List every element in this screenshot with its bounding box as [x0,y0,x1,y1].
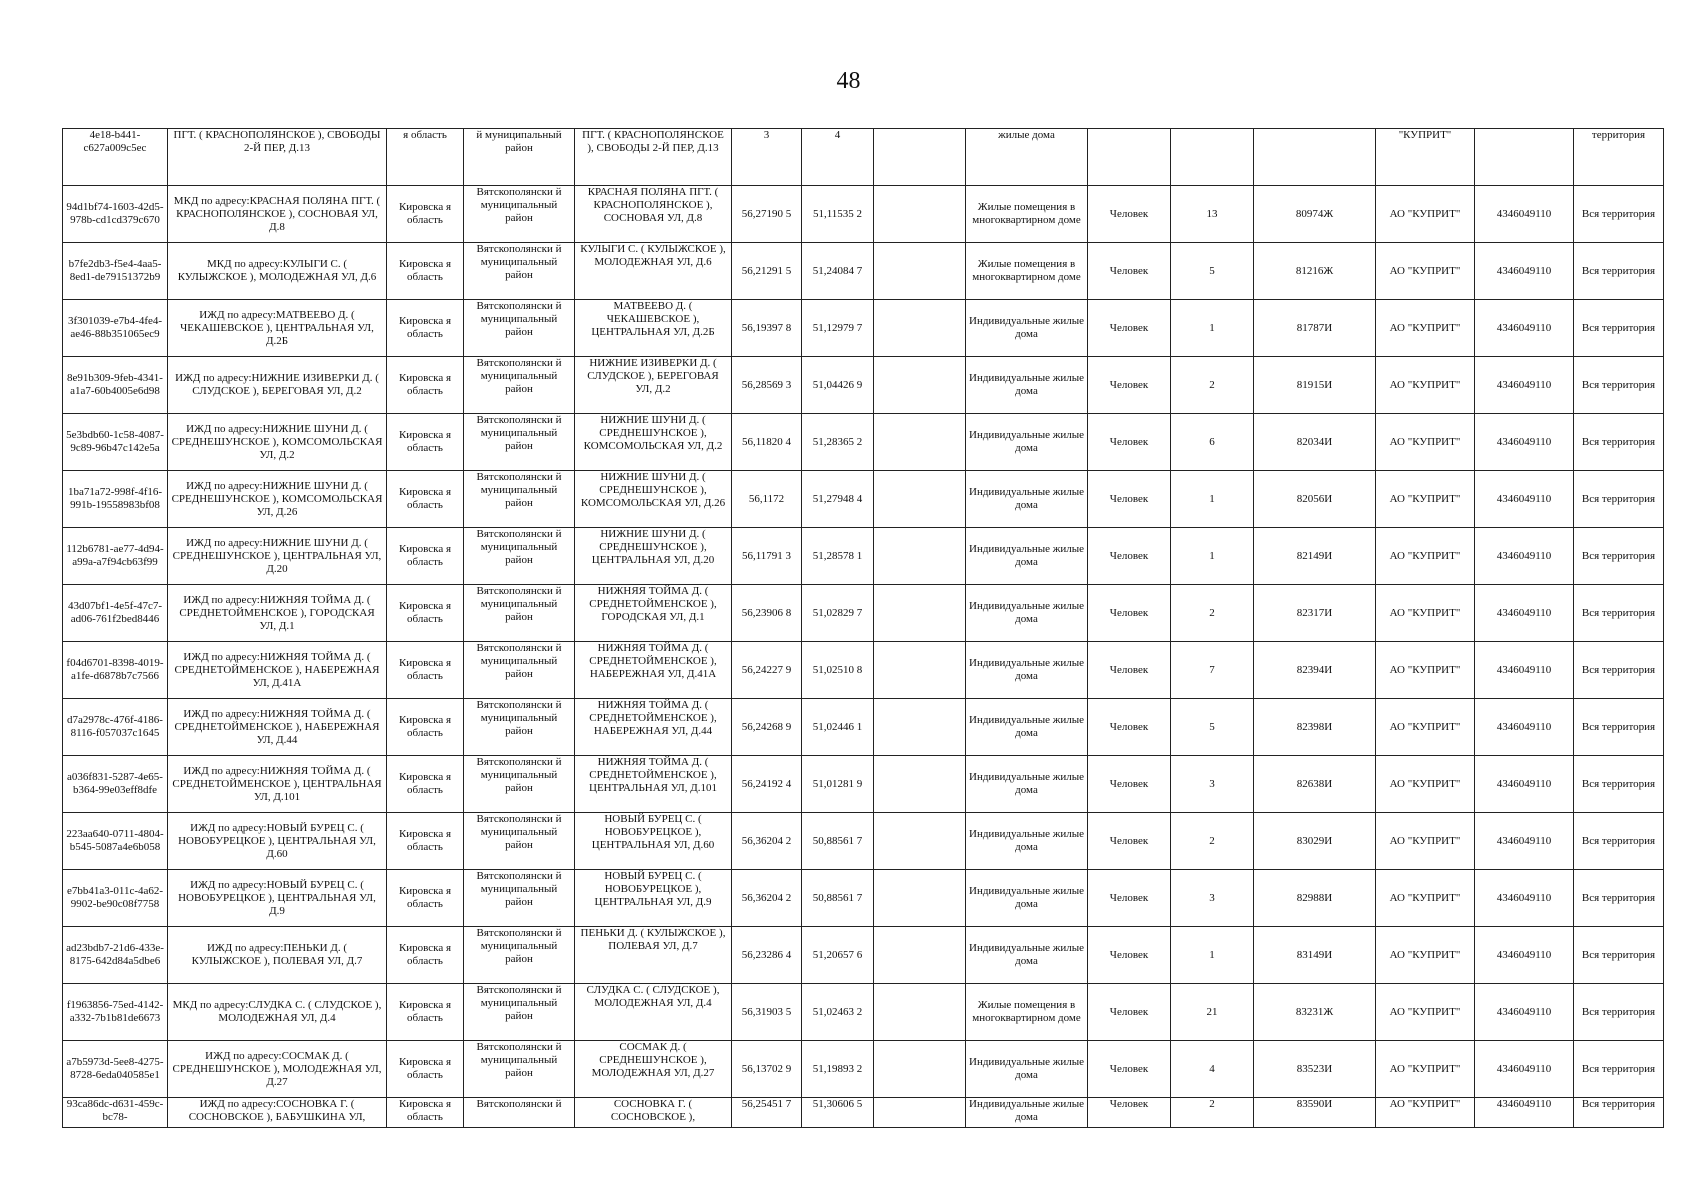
cell-unit: Человек [1088,984,1171,1041]
cell-id: 8e91b309-9feb-4341-a1a7-60b4005e6d98 [63,357,168,414]
cell-code: 82034И [1254,414,1376,471]
cell-district: Вятскополянски й муниципальный район [464,813,575,870]
cell-lat: 56,23906 8 [732,585,802,642]
cell-id: 5e3bdb60-1c58-4087-9c89-96b47c142e5a [63,414,168,471]
cell-id: ad23bdb7-21d6-433e-8175-642d84a5dbe6 [63,927,168,984]
cell-object-type: жилые дома [966,129,1088,186]
cell-code: 82988И [1254,870,1376,927]
table-row [63,300,1664,357]
cell-address: НИЖНЯЯ ТОЙМА Д. ( СРЕДНЕТОЙМЕНСКОЕ ), ЦЕНТРАЛЬНАЯ УЛ, Д.101 [575,756,732,813]
cell-object-type: Индивидуальные жилые дома [966,414,1088,471]
cell-address: МАТВЕЕВО Д. ( ЧЕКАШЕВСКОЕ ), ЦЕНТРАЛЬНАЯ УЛ, Д.2Б [575,300,732,357]
cell-name: ИЖД по адресу:НИЖНИЕ ИЗИВЕРКИ Д. ( СЛУДСКОЕ ), БЕРЕГОВАЯ УЛ, Д.2 [168,357,387,414]
cell-region: Кировска я область [387,585,464,642]
cell-object-type: Индивидуальные жилые дома [966,528,1088,585]
cell-qty: 1 [1171,528,1254,585]
cell-lon: 51,02829 7 [802,585,874,642]
cell-inn: 4346049110 [1475,414,1574,471]
cell-district: Вятскополянски й муниципальный район [464,186,575,243]
cell-lon: 51,02510 8 [802,642,874,699]
cell-lon: 51,28365 2 [802,414,874,471]
cell-empty1 [874,984,966,1041]
cell-lon: 51,24084 7 [802,243,874,300]
cell-org: АО "КУПРИТ" [1376,414,1475,471]
cell-lon: 51,12979 7 [802,300,874,357]
cell-district: Вятскополянски й муниципальный район [464,699,575,756]
cell-territory: Вся территория [1574,300,1664,357]
cell-name: ИЖД по адресу:НИЖНЯЯ ТОЙМА Д. ( СРЕДНЕТОЙМЕНСКОЕ ), ГОРОДСКАЯ УЛ, Д.1 [168,585,387,642]
cell-empty1 [874,528,966,585]
cell-qty: 3 [1171,756,1254,813]
cell-empty1 [874,870,966,927]
cell-lat: 56,23286 4 [732,927,802,984]
table-row [63,1098,1664,1128]
cell-inn: 4346049110 [1475,927,1574,984]
cell-unit: Человек [1088,813,1171,870]
cell-lat: 56,36204 2 [732,813,802,870]
cell-district: Вятскополянски й муниципальный район [464,471,575,528]
cell-territory: Вся территория [1574,585,1664,642]
cell-empty1 [874,585,966,642]
cell-unit: Человек [1088,471,1171,528]
cell-unit: Человек [1088,300,1171,357]
cell-territory: Вся территория [1574,471,1664,528]
cell-empty1 [874,927,966,984]
cell-empty1 [874,756,966,813]
cell-empty1 [874,243,966,300]
table-row [63,699,1664,756]
cell-region: Кировска я область [387,471,464,528]
cell-region: Кировска я область [387,642,464,699]
cell-org: АО "КУПРИТ" [1376,813,1475,870]
cell-address: НИЖНИЕ ИЗИВЕРКИ Д. ( СЛУДСКОЕ ), БЕРЕГОВАЯ УЛ, Д.2 [575,357,732,414]
table-row [63,414,1664,471]
cell-address: НИЖНИЕ ШУНИ Д. ( СРЕДНЕШУНСКОЕ ), ЦЕНТРАЛЬНАЯ УЛ, Д.20 [575,528,732,585]
cell-id: f04d6701-8398-4019-a1fe-d6878b7c7566 [63,642,168,699]
cell-code: 82317И [1254,585,1376,642]
cell-org: АО "КУПРИТ" [1376,357,1475,414]
cell-inn: 4346049110 [1475,870,1574,927]
cell-lon: 51,27948 4 [802,471,874,528]
cell-qty: 3 [1171,870,1254,927]
cell-empty1 [874,471,966,528]
table-row [63,642,1664,699]
cell-lon: 51,04426 9 [802,357,874,414]
table-row [63,129,1664,186]
table-row [63,471,1664,528]
cell-lat: 56,28569 3 [732,357,802,414]
cell-unit: Человек [1088,756,1171,813]
cell-name: ИЖД по адресу:ПЕНЬКИ Д. ( КУЛЫЖСКОЕ ), ПОЛЕВАЯ УЛ, Д.7 [168,927,387,984]
cell-code: 83523И [1254,1041,1376,1098]
cell-district: Вятскополянски й муниципальный район [464,300,575,357]
cell-empty1 [874,129,966,186]
cell-org: АО "КУПРИТ" [1376,243,1475,300]
cell-unit: Человек [1088,186,1171,243]
cell-unit: Человек [1088,870,1171,927]
cell-lon: 50,88561 7 [802,813,874,870]
cell-district: Вятскополянски й муниципальный район [464,357,575,414]
cell-qty: 2 [1171,1098,1254,1128]
cell-territory: Вся территория [1574,1098,1664,1128]
cell-lat: 56,27190 5 [732,186,802,243]
cell-district: Вятскополянски й муниципальный район [464,414,575,471]
cell-region: Кировска я область [387,813,464,870]
cell-inn: 4346049110 [1475,243,1574,300]
cell-qty: 1 [1171,927,1254,984]
cell-object-type: Индивидуальные жилые дома [966,471,1088,528]
cell-code: 83590И [1254,1098,1376,1128]
cell-code: 82398И [1254,699,1376,756]
cell-object-type: Индивидуальные жилые дома [966,756,1088,813]
cell-inn: 4346049110 [1475,699,1574,756]
cell-unit: Человек [1088,1041,1171,1098]
cell-inn: 4346049110 [1475,756,1574,813]
cell-address: СОСНОВКА Г. ( СОСНОВСКОЕ ), [575,1098,732,1128]
cell-district: й муниципальный район [464,129,575,186]
cell-qty: 7 [1171,642,1254,699]
cell-region: Кировска я область [387,528,464,585]
cell-inn: 4346049110 [1475,528,1574,585]
cell-territory: Вся территория [1574,186,1664,243]
cell-empty1 [874,1041,966,1098]
cell-region: Кировска я область [387,357,464,414]
cell-district: Вятскополянски й муниципальный район [464,756,575,813]
cell-lat: 56,24268 9 [732,699,802,756]
cell-region: Кировска я область [387,699,464,756]
cell-qty: 5 [1171,243,1254,300]
cell-name: МКД по адресу:КРАСНАЯ ПОЛЯНА ПГТ. ( КРАСНОПОЛЯНСКОЕ ), СОСНОВАЯ УЛ, Д.8 [168,186,387,243]
cell-code: 82149И [1254,528,1376,585]
cell-org: АО "КУПРИТ" [1376,756,1475,813]
cell-id: 93ca86dc-d631-459c-bc78- [63,1098,168,1128]
cell-inn: 4346049110 [1475,642,1574,699]
cell-territory: Вся территория [1574,642,1664,699]
cell-code: 81216Ж [1254,243,1376,300]
cell-lon: 51,02463 2 [802,984,874,1041]
cell-org: АО "КУПРИТ" [1376,300,1475,357]
cell-district: Вятскополянски й муниципальный район [464,870,575,927]
cell-object-type: Индивидуальные жилые дома [966,585,1088,642]
cell-address: СЛУДКА С. ( СЛУДСКОЕ ), МОЛОДЕЖНАЯ УЛ, Д.4 [575,984,732,1041]
cell-empty1 [874,813,966,870]
cell-org: "КУПРИТ" [1376,129,1475,186]
cell-id: f1963856-75ed-4142-a332-7b1b81de6673 [63,984,168,1041]
cell-region: Кировска я область [387,1041,464,1098]
cell-name: МКД по адресу:СЛУДКА С. ( СЛУДСКОЕ ), МОЛОДЕЖНАЯ УЛ, Д.4 [168,984,387,1041]
cell-territory: Вся территория [1574,927,1664,984]
cell-empty1 [874,186,966,243]
cell-name: ИЖД по адресу:НИЖНИЕ ШУНИ Д. ( СРЕДНЕШУНСКОЕ ), КОМСОМОЛЬСКАЯ УЛ, Д.2 [168,414,387,471]
cell-lon: 51,30606 5 [802,1098,874,1128]
cell-inn: 4346049110 [1475,1098,1574,1128]
cell-inn: 4346049110 [1475,984,1574,1041]
cell-lat: 56,21291 5 [732,243,802,300]
cell-region: Кировска я область [387,927,464,984]
cell-territory: территория [1574,129,1664,186]
cell-name: ИЖД по адресу:НИЖНЯЯ ТОЙМА Д. ( СРЕДНЕТОЙМЕНСКОЕ ), НАБЕРЕЖНАЯ УЛ, Д.41А [168,642,387,699]
cell-lat: 56,24227 9 [732,642,802,699]
cell-inn: 4346049110 [1475,813,1574,870]
cell-object-type: Индивидуальные жилые дома [966,642,1088,699]
cell-territory: Вся территория [1574,243,1664,300]
cell-empty1 [874,699,966,756]
cell-lat: 56,13702 9 [732,1041,802,1098]
cell-lon: 51,28578 1 [802,528,874,585]
cell-address: НИЖНЯЯ ТОЙМА Д. ( СРЕДНЕТОЙМЕНСКОЕ ), НАБЕРЕЖНАЯ УЛ, Д.41А [575,642,732,699]
cell-unit [1088,129,1171,186]
cell-unit: Человек [1088,699,1171,756]
cell-org: АО "КУПРИТ" [1376,585,1475,642]
cell-org: АО "КУПРИТ" [1376,528,1475,585]
table-row [63,756,1664,813]
cell-address: НИЖНЯЯ ТОЙМА Д. ( СРЕДНЕТОЙМЕНСКОЕ ), НАБЕРЕЖНАЯ УЛ, Д.44 [575,699,732,756]
cell-inn [1475,129,1574,186]
cell-org: АО "КУПРИТ" [1376,186,1475,243]
cell-unit: Человек [1088,585,1171,642]
cell-code: 83149И [1254,927,1376,984]
cell-name: ИЖД по адресу:СОСМАК Д. ( СРЕДНЕШУНСКОЕ ), МОЛОДЕЖНАЯ УЛ, Д.27 [168,1041,387,1098]
cell-object-type: Индивидуальные жилые дома [966,870,1088,927]
cell-lon: 51,20657 6 [802,927,874,984]
cell-district: Вятскополянски й [464,1098,575,1128]
table-row [63,1041,1664,1098]
cell-name: ИЖД по адресу:НИЖНЯЯ ТОЙМА Д. ( СРЕДНЕТОЙМЕНСКОЕ ), НАБЕРЕЖНАЯ УЛ, Д.44 [168,699,387,756]
cell-object-type: Жилые помещения в многоквартирном доме [966,243,1088,300]
cell-lat: 56,31903 5 [732,984,802,1041]
cell-name: ИЖД по адресу:СОСНОВКА Г. ( СОСНОВСКОЕ ), БАБУШКИНА УЛ, [168,1098,387,1128]
cell-lon: 50,88561 7 [802,870,874,927]
cell-unit: Человек [1088,642,1171,699]
cell-territory: Вся территория [1574,699,1664,756]
table-body [63,129,1664,1128]
cell-object-type: Жилые помещения в многоквартирном доме [966,984,1088,1041]
cell-id: a7b5973d-5ee8-4275-8728-6eda040585e1 [63,1041,168,1098]
cell-object-type: Индивидуальные жилые дома [966,1098,1088,1128]
cell-lat: 56,11791 3 [732,528,802,585]
cell-id: a036f831-5287-4e65-b364-99e03eff8dfe [63,756,168,813]
cell-id: 43d07bf1-4e5f-47c7-ad06-761f2bed8446 [63,585,168,642]
cell-id: 4e18-b441-c627a009c5ec [63,129,168,186]
table-row [63,813,1664,870]
table-row [63,528,1664,585]
cell-code: 82056И [1254,471,1376,528]
cell-object-type: Индивидуальные жилые дома [966,1041,1088,1098]
table-row [63,585,1664,642]
cell-code: 83231Ж [1254,984,1376,1041]
cell-lat: 3 [732,129,802,186]
cell-empty1 [874,300,966,357]
cell-org: АО "КУПРИТ" [1376,1098,1475,1128]
cell-empty1 [874,357,966,414]
cell-address: НИЖНИЕ ШУНИ Д. ( СРЕДНЕШУНСКОЕ ), КОМСОМОЛЬСКАЯ УЛ, Д.2 [575,414,732,471]
cell-qty: 1 [1171,471,1254,528]
cell-id: e7bb41a3-011c-4a62-9902-be90c08f7758 [63,870,168,927]
cell-address: ПЕНЬКИ Д. ( КУЛЫЖСКОЕ ), ПОЛЕВАЯ УЛ, Д.7 [575,927,732,984]
cell-region: Кировска я область [387,186,464,243]
cell-district: Вятскополянски й муниципальный район [464,927,575,984]
cell-id: b7fe2db3-f5e4-4aa5-8ed1-de79151372b9 [63,243,168,300]
cell-inn: 4346049110 [1475,471,1574,528]
cell-district: Вятскополянски й муниципальный район [464,984,575,1041]
cell-org: АО "КУПРИТ" [1376,927,1475,984]
cell-unit: Человек [1088,1098,1171,1128]
cell-empty1 [874,642,966,699]
cell-address: НОВЫЙ БУРЕЦ С. ( НОВОБУРЕЦКОЕ ), ЦЕНТРАЛЬНАЯ УЛ, Д.60 [575,813,732,870]
cell-region: Кировска я область [387,1098,464,1128]
page-number: 48 [836,68,861,94]
cell-qty: 2 [1171,813,1254,870]
cell-address: НИЖНЯЯ ТОЙМА Д. ( СРЕДНЕТОЙМЕНСКОЕ ), ГОРОДСКАЯ УЛ, Д.1 [575,585,732,642]
table-row [63,357,1664,414]
cell-qty: 13 [1171,186,1254,243]
cell-object-type: Индивидуальные жилые дома [966,300,1088,357]
cell-name: ИЖД по адресу:НИЖНЯЯ ТОЙМА Д. ( СРЕДНЕТОЙМЕНСКОЕ ), ЦЕНТРАЛЬНАЯ УЛ, Д.101 [168,756,387,813]
cell-org: АО "КУПРИТ" [1376,471,1475,528]
cell-lat: 56,1172 [732,471,802,528]
cell-region: Кировска я область [387,756,464,813]
cell-org: АО "КУПРИТ" [1376,870,1475,927]
cell-qty: 2 [1171,585,1254,642]
cell-code: 83029И [1254,813,1376,870]
cell-id: 223aa640-0711-4804-b545-5087a4e6b058 [63,813,168,870]
cell-unit: Человек [1088,927,1171,984]
cell-id: d7a2978c-476f-4186-8116-f057037c1645 [63,699,168,756]
cell-inn: 4346049110 [1475,357,1574,414]
cell-code: 82394И [1254,642,1376,699]
cell-inn: 4346049110 [1475,186,1574,243]
cell-name: ИЖД по адресу:НОВЫЙ БУРЕЦ С. ( НОВОБУРЕЦКОЕ ), ЦЕНТРАЛЬНАЯ УЛ, Д.9 [168,870,387,927]
table-row [63,927,1664,984]
registry-table [62,128,1664,1128]
cell-address: НИЖНИЕ ШУНИ Д. ( СРЕДНЕШУНСКОЕ ), КОМСОМОЛЬСКАЯ УЛ, Д.26 [575,471,732,528]
cell-qty: 6 [1171,414,1254,471]
cell-code: 81787И [1254,300,1376,357]
cell-district: Вятскополянски й муниципальный район [464,528,575,585]
cell-unit: Человек [1088,414,1171,471]
cell-qty: 4 [1171,1041,1254,1098]
table-row [63,243,1664,300]
cell-object-type: Индивидуальные жилые дома [966,357,1088,414]
cell-district: Вятскополянски й муниципальный район [464,642,575,699]
cell-unit: Человек [1088,357,1171,414]
cell-org: АО "КУПРИТ" [1376,1041,1475,1098]
cell-object-type: Индивидуальные жилые дома [966,927,1088,984]
cell-qty: 1 [1171,300,1254,357]
cell-empty1 [874,1098,966,1128]
cell-lat: 56,25451 7 [732,1098,802,1128]
cell-object-type: Индивидуальные жилые дома [966,699,1088,756]
cell-lon: 51,19893 2 [802,1041,874,1098]
cell-territory: Вся территория [1574,357,1664,414]
cell-code: 82638И [1254,756,1376,813]
cell-name: ПГТ. ( КРАСНОПОЛЯНСКОЕ ), СВОБОДЫ 2-Й ПЕР, Д.13 [168,129,387,186]
cell-address: КРАСНАЯ ПОЛЯНА ПГТ. ( КРАСНОПОЛЯНСКОЕ ), СОСНОВАЯ УЛ, Д.8 [575,186,732,243]
cell-object-type: Индивидуальные жилые дома [966,813,1088,870]
cell-name: ИЖД по адресу:МАТВЕЕВО Д. ( ЧЕКАШЕВСКОЕ ), ЦЕНТРАЛЬНАЯ УЛ, Д.2Б [168,300,387,357]
cell-region: Кировска я область [387,984,464,1041]
table-row [63,870,1664,927]
cell-unit: Человек [1088,243,1171,300]
cell-territory: Вся территория [1574,528,1664,585]
cell-inn: 4346049110 [1475,300,1574,357]
cell-unit: Человек [1088,528,1171,585]
cell-org: АО "КУПРИТ" [1376,699,1475,756]
cell-qty: 2 [1171,357,1254,414]
cell-territory: Вся территория [1574,756,1664,813]
cell-name: ИЖД по адресу:НОВЫЙ БУРЕЦ С. ( НОВОБУРЕЦКОЕ ), ЦЕНТРАЛЬНАЯ УЛ, Д.60 [168,813,387,870]
cell-region: я область [387,129,464,186]
cell-territory: Вся территория [1574,414,1664,471]
cell-territory: Вся территория [1574,984,1664,1041]
cell-address: КУЛЫГИ С. ( КУЛЫЖСКОЕ ), МОЛОДЕЖНАЯ УЛ, Д.6 [575,243,732,300]
cell-inn: 4346049110 [1475,585,1574,642]
cell-territory: Вся территория [1574,870,1664,927]
cell-id: 112b6781-ae77-4d94-a99a-a7f94cb63f99 [63,528,168,585]
cell-lat: 56,11820 4 [732,414,802,471]
cell-region: Кировска я область [387,870,464,927]
cell-qty [1171,129,1254,186]
cell-code: 81915И [1254,357,1376,414]
cell-address: СОСМАК Д. ( СРЕДНЕШУНСКОЕ ), МОЛОДЕЖНАЯ УЛ, Д.27 [575,1041,732,1098]
cell-id: 1ba71a72-998f-4f16-991b-19558983bf08 [63,471,168,528]
cell-code: 80974Ж [1254,186,1376,243]
cell-inn: 4346049110 [1475,1041,1574,1098]
cell-lon: 51,01281 9 [802,756,874,813]
cell-lon: 51,02446 1 [802,699,874,756]
cell-territory: Вся территория [1574,813,1664,870]
cell-lon: 4 [802,129,874,186]
cell-org: АО "КУПРИТ" [1376,642,1475,699]
cell-region: Кировска я область [387,300,464,357]
cell-qty: 5 [1171,699,1254,756]
cell-name: МКД по адресу:КУЛЫГИ С. ( КУЛЫЖСКОЕ ), МОЛОДЕЖНАЯ УЛ, Д.6 [168,243,387,300]
table-row [63,984,1664,1041]
cell-object-type: Жилые помещения в многоквартирном доме [966,186,1088,243]
cell-region: Кировска я область [387,414,464,471]
cell-district: Вятскополянски й муниципальный район [464,585,575,642]
cell-code [1254,129,1376,186]
cell-lat: 56,19397 8 [732,300,802,357]
cell-name: ИЖД по адресу:НИЖНИЕ ШУНИ Д. ( СРЕДНЕШУНСКОЕ ), КОМСОМОЛЬСКАЯ УЛ, Д.26 [168,471,387,528]
cell-name: ИЖД по адресу:НИЖНИЕ ШУНИ Д. ( СРЕДНЕШУНСКОЕ ), ЦЕНТРАЛЬНАЯ УЛ, Д.20 [168,528,387,585]
cell-lon: 51,11535 2 [802,186,874,243]
cell-district: Вятскополянски й муниципальный район [464,243,575,300]
cell-address: ПГТ. ( КРАСНОПОЛЯНСКОЕ ), СВОБОДЫ 2-Й ПЕР, Д.13 [575,129,732,186]
cell-territory: Вся территория [1574,1041,1664,1098]
cell-lat: 56,36204 2 [732,870,802,927]
cell-district: Вятскополянски й муниципальный район [464,1041,575,1098]
cell-region: Кировска я область [387,243,464,300]
cell-empty1 [874,414,966,471]
cell-lat: 56,24192 4 [732,756,802,813]
cell-id: 3f301039-e7b4-4fe4-ae46-88b351065ec9 [63,300,168,357]
cell-qty: 21 [1171,984,1254,1041]
cell-id: 94d1bf74-1603-42d5-978b-cd1cd379c670 [63,186,168,243]
table-row [63,186,1664,243]
cell-org: АО "КУПРИТ" [1376,984,1475,1041]
cell-address: НОВЫЙ БУРЕЦ С. ( НОВОБУРЕЦКОЕ ), ЦЕНТРАЛЬНАЯ УЛ, Д.9 [575,870,732,927]
